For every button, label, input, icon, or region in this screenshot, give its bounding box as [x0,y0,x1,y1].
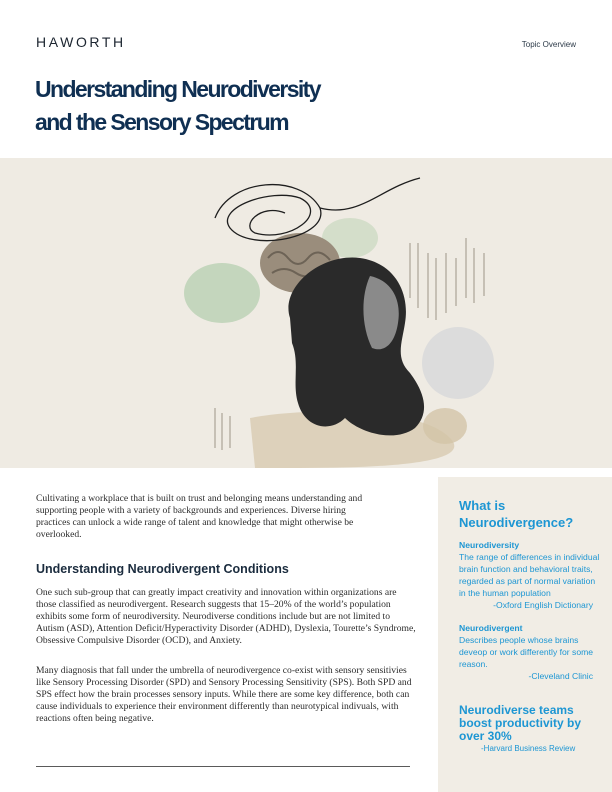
spacer [459,611,612,623]
body-paragraph-2: Many diagnosis that fall under the umbrella of neurodivergence co-exist with sensory sensitivies like Sensory Processing Disorder (SPD) and Sensory Processing Sensitivity (SPS). Both SPD and SPS effect how the brain processes sensory inputs. While there are some key difference, both can cause individuals to experience their environment differently than neurotypical indivuals, with reactions often being negative. [36,665,412,724]
sidebar-heading [459,497,612,531]
term-neurodivergent: Neurodivergent [459,623,523,633]
definition-neurodivergent: Describes people whose brains deveop or work differently for some reason. [459,635,594,669]
scribble-lines [215,178,420,241]
section-heading: Understanding Neurodivergent Conditions [36,562,289,576]
green-wash-shape [184,263,260,323]
page-title [35,73,395,139]
brand-logo: HAWORTH [36,34,126,50]
stat-source: -Harvard Business Review [481,744,576,753]
sidebar-heading-line-2: Neurodivergence? [459,515,574,530]
title-line-2: and the Sensory Spectrum [35,109,289,135]
term-neurodiversity: Neurodiversity [459,540,520,550]
footer-divider [36,766,410,767]
figure-silhouette [288,258,424,436]
document-type-label: Topic Overview [521,40,576,49]
intro-paragraph: Cultivating a workplace that is built on trust and belonging means understanding and supporting people with a variety of backgrounds and experiences. Diverse hiring practices can unlock a wide range of talent and knowledge that might otherwise be overlooked. [36,493,363,540]
body-paragraph-1: One such sub-group that can greatly impact creativity and innovation within organizations are those classified as neurodivergent. Research suggests that 15–20% of the world’s population exhibits some form of neurodiversity. Neurodiverse conditions include but are not limited to Autism (ASD), Attention Deficit/Hyperactivity Disorder (ADHD), Dyslexia, Tourette’s Syndrome, Obsessive Compulsive Disorder (OCD), and Anxiety. [36,587,416,646]
productivity-stat: Neurodiverse teams boost productivity by over 30% [459,703,582,743]
definition-sidebar [438,477,612,792]
collage-illustration-icon [0,158,612,468]
grey-circle-shape [422,327,494,399]
title-line-1: Understanding Neurodiversity [35,76,320,102]
sidebar-heading-line-1: What is [459,498,506,513]
source-neurodiversity: -Oxford English Dictionary [493,600,593,610]
tan-circle-shape [423,408,467,444]
hero-illustration [0,158,612,468]
source-neurodivergent: -Cleveland Clinic [528,671,593,681]
main-content [36,493,416,725]
definition-neurodiversity: The range of differences in individual brain function and behavioral traits, regarded as part of normal variation in the human population [459,552,600,598]
